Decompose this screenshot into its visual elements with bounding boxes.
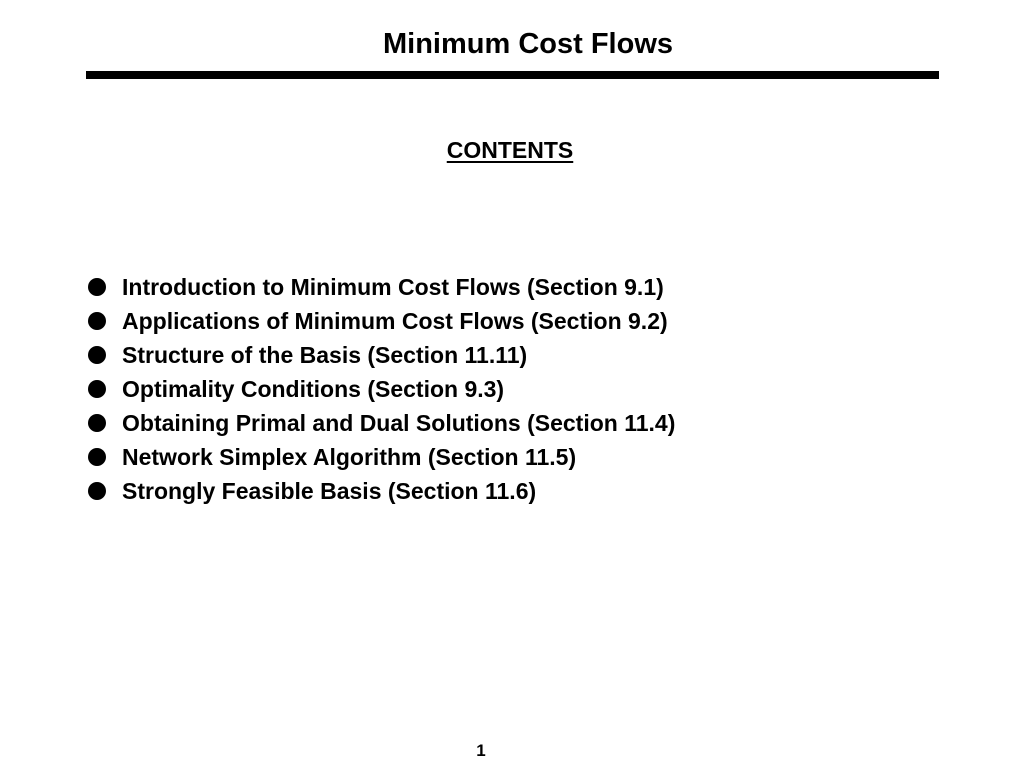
slide-title: Minimum Cost Flows xyxy=(383,28,673,60)
list-item-label: Structure of the Basis (Section 11.11) xyxy=(122,342,528,368)
list-item-label: Strongly Feasible Basis (Section 11.6) xyxy=(122,478,537,504)
bullet-icon xyxy=(88,312,106,330)
list-item-label: Optimality Conditions (Section 9.3) xyxy=(122,376,505,402)
bullet-icon xyxy=(88,448,106,466)
bullet-icon xyxy=(88,380,106,398)
list-item-label: Network Simplex Algorithm (Section 11.5) xyxy=(122,444,577,470)
list-item-label: Introduction to Minimum Cost Flows (Section 9.1) xyxy=(122,274,664,300)
contents-heading: CONTENTS xyxy=(446,137,574,163)
list-item-label: Applications of Minimum Cost Flows (Section 9.2) xyxy=(122,308,668,334)
list-item-label: Obtaining Primal and Dual Solutions (Section 11.4) xyxy=(122,410,676,436)
bullet-icon xyxy=(88,414,106,432)
bullet-icon xyxy=(88,482,106,500)
title-divider xyxy=(86,71,939,79)
page-number: 1 xyxy=(476,741,486,760)
bullet-icon xyxy=(88,346,106,364)
bullet-icon xyxy=(88,278,106,296)
